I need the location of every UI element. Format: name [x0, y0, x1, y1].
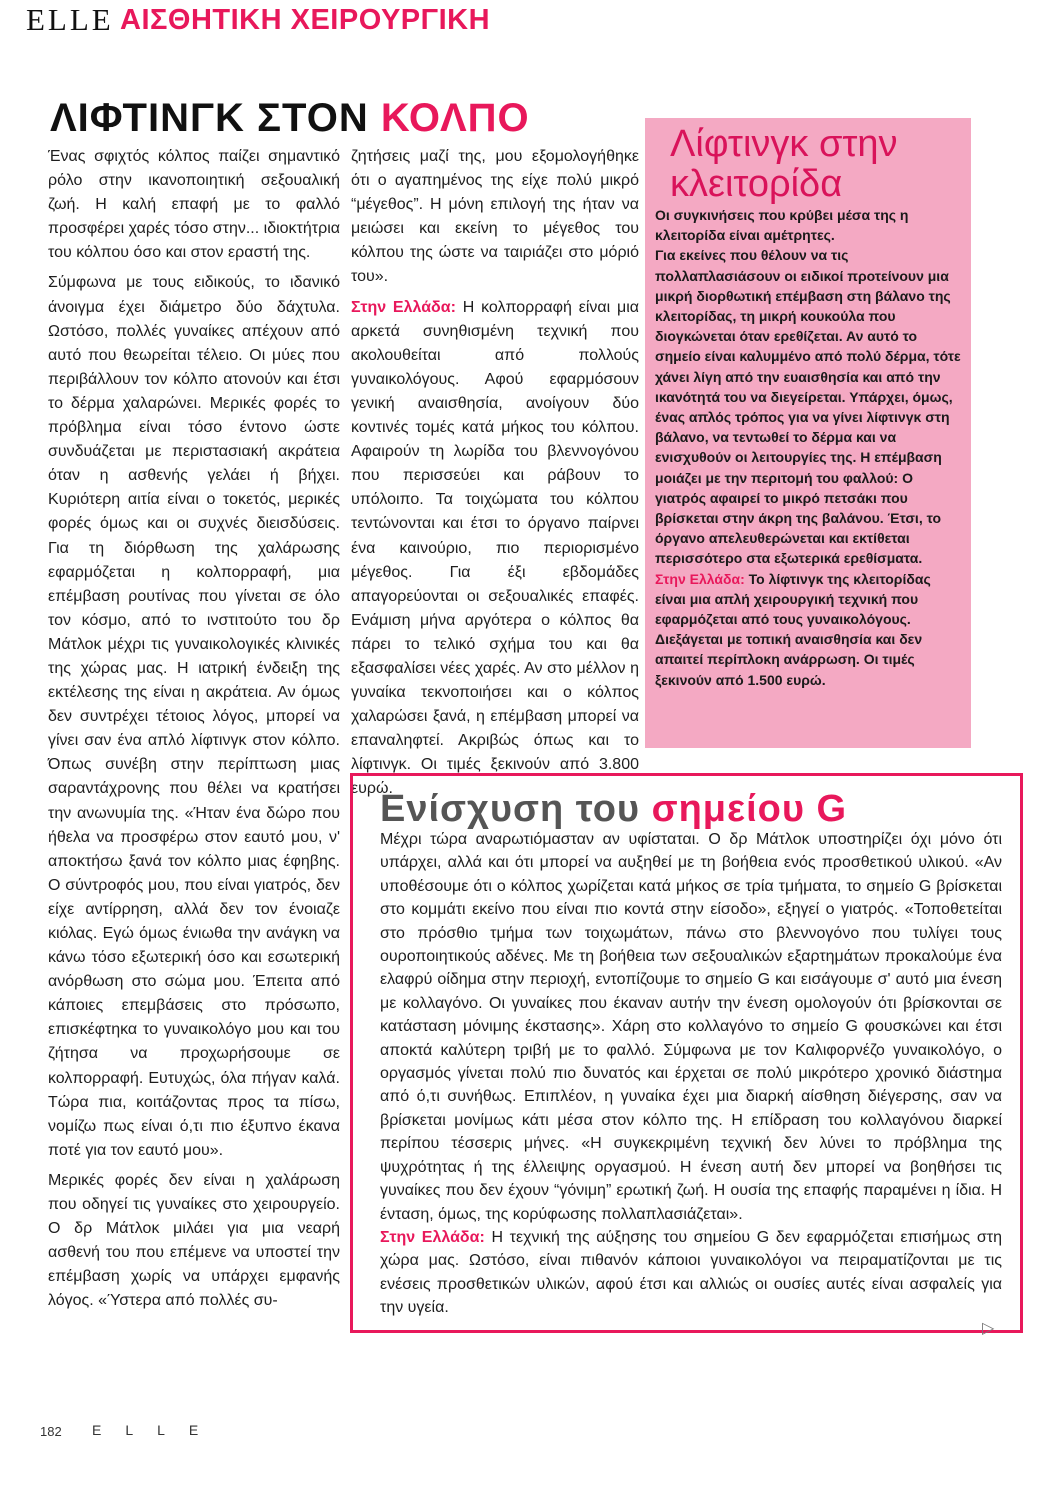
article-title [50, 96, 530, 141]
article-title-accent: ΚΟΛΠΟ [380, 96, 530, 140]
column-1-paragraph: Μερικές φορές δεν είναι η χαλάρωση που οδηγεί τις γυναίκες στο χειρουργείο. Ο δρ Μάτλοκ μιλάει για μια νεαρή ασθενή του που επέμενε να υποστεί την επέμβαση χωρίς να υπάρχει εμφανής λόγος. «Ύστερα από πολλές συ- [48, 1171, 340, 1310]
greece-label: Στην Ελλάδα: [655, 570, 745, 587]
g-spot-text-span: Η τεχνική της αύξησης του σημείου G δεν εφαρμόζεται επισήμως στη χώρα μας. Ωστόσο, είναι πιθανόν κάποιοι γυναικολόγοι να πειραματίζονται με τις ενέσεις προσθετικών υλικών, αφού έτσι και αλλιώς οι ουσίες αυτές είναι ασφαλείς για την υγεία. [380, 1228, 1002, 1317]
sidebar-title-line1: Λίφτινγκ στην [670, 123, 898, 165]
sidebar-paragraph: Οι συγκινήσεις που κρύβει μέσα της η κλειτορίδα είναι αμέτρητες. [655, 207, 909, 244]
sidebar-title-line2: κλειτορίδα [670, 163, 843, 205]
greece-label: Στην Ελλάδα: [351, 298, 456, 316]
page-number: 182 [40, 1424, 62, 1439]
g-spot-title [380, 788, 847, 831]
greece-label: Στην Ελλάδα: [380, 1228, 485, 1246]
g-spot-paragraph: Μέχρι τώρα αναρωτιόμασταν αν υφίσταται. Ο δρ Μάτλοκ υποστηρίζει όχι μόνο ότι υπάρχει, αλλά και ότι μπορεί να αυξηθεί με τη βοήθεια ενός προσθετικού υλικού. «Αν υποθέσουμε ότι ο κόλπος χωρίζεται κατά μήκος σε τρία τμήματα, το σημείο G βρίσκεται στο κομμάτι εκείνο που είναι πιο κοντά στην είσοδο», εξηγεί ο γιατρός. «Τοποθετείται στο πρόσθιο τμήμα των τοιχωμάτων, πάνω στο βλεννογόνο που τυλίγει τους ουροποιητικούς αδένες. Με τη βοήθεια των σεξουαλικών εξαρτημάτων προκαλούμε ένα ελαφρύ οίδημα στην περιοχή, εντοπίζουμε το σημείο G και εισάγουμε σ' αυτό μια ένεση με κολλαγόνο. Οι γυναίκες που έκαναν αυτήν την ένεση ομολογούν ότι βρίσκονται σε κατάσταση μόνιμης έκστασης». Χάρη στο κολλαγόνο το σημείο G φουσκώνει και έτσι αποκτά καλύτερη τριβή με το φαλλό. Σύμφωνα με τον Καλιφορνέζο γυναικολόγο, ο οργασμός γίνεται πολύ πιο δυνατός και έρχεται σε πολύ μικρότερο χρονικό διάστημα από ό,τι συνήθως. Επιπλέον, η γυναίκα έχει μια διαρκή αίσθηση διέγερσης, σαν να βρίσκεται μονίμως κάτι μέσα στον κόλπο της. Η επίδραση του κολλαγόνου διαρκεί περίπου τέσσερις μήνες. «Η συγκεκριμένη τεχνική δεν λύνει το πρόβλημα της ψυχρότητας ή της έλλειψης οργασμού. Η ένεση αυτή δεν μπορεί να βοηθήσει τις γυναίκες που δεν έχουν “γόνιμη” ερωτική ζωή. Η ουσία της επαφής παραμένει η ίδια. Η ένταση, όμως, της κορύφωσης πολλαπλασιάζεται». [380, 831, 1002, 1223]
column-2-paragraph: ζητήσεις μαζί της, μου εξομολογήθηκε ότι ο αγαπημένος της είχε πολύ μικρό “μέγεθος”. Η μόνη επιλογή της ήταν να μειώσει και εκείνη το μέγεθος του κόλπου της ώστε να ταιριάζει στο μόριό του». [351, 148, 639, 286]
footer-brand: ELLE [92, 1422, 223, 1438]
sidebar-text [655, 205, 965, 690]
column-2 [351, 145, 639, 808]
g-spot-text [380, 828, 1002, 1320]
sidebar-text-span: Το λίφτινγκ της κλειτορίδας είναι μια απλή χειρουργική τεχνική που εφαρμόζεται από τους γυναικολόγους. Διεξάγεται με τοπική αναισθησία και δεν απαιτεί περίπλοκη ανάρρωση. Οι τιμές ξεκινούν από 1.500 ευρώ. [655, 570, 931, 688]
article-title-part1: ΛΙΦΤΙΝΓΚ ΣΤΟΝ [50, 96, 381, 140]
sidebar-paragraph: Για εκείνες που θέλουν να τις πολλαπλασιάσουν οι ειδικοί προτείνουν μια μικρή διορθωτική επέμβαση στη βάλανο της κλειτορίδας, τη μικρή κουκούλα που διογκώνεται όταν ερεθίζεται. Αν αυτό το σημείο είναι καλυμμένο από πολύ δέρμα, τότε χάνει λίγη από την ευαισθησία και από την ικανότητά του να διεγείρεται. Υπάρχει, όμως, ένας απλός τρόπος για να γίνει λίφτινγκ στη βάλανο, να τεντωθεί το δέρμα και να ενισχυθούν οι λειτουργίες της. Η επέμβαση μοιάζει με την περιτομή του φαλλού: Ο γιατρός αφαιρεί το μικρό πετσάκι που βρίσκεται στην άκρη της βαλάνου. Έτσι, το όργανο απελευθερώνεται και εκτίθεται περισσότερο στα εξωτερικά ερεθίσματα. [655, 247, 961, 567]
section-title: ΑΙΣΘΗΤΙΚΗ ΧΕΙΡΟΥΡΓΙΚΗ [120, 4, 491, 36]
g-spot-title-accent: σημείου G [651, 788, 848, 830]
column-1-paragraph: Σύμφωνα με τους ειδικούς, το ιδανικό άνοιγμα έχει διάμετρο δύο δάχτυλα. Ωστόσο, πολλές γυναίκες απέχουν από αυτό που θεωρείται τέλειο. Οι μύες που περιβάλλουν τον κόλπο ατονούν και έτσι το δέρμα χαλαρώνει. Μερικές φορές το πρόβλημα είναι τόσο έντονο ώστε συνδυάζεται με περιστασιακή ακράτεια όταν η ασθενής γελάει ή βήχει. Κυριότερη αιτία είναι ο τοκετός, μερικές φορές όμως και οι συχνές διεισδύσεις. Για τη διόρθωση της χαλάρωσης εφαρμόζεται η κολπορραφή, μια επέμβαση ρουτίνας που γίνεται σε όλο τον κόσμο, από το ινστιτούτο του δρ Μάτλοκ μέχρι τις γυναικολογικές κλινικές της χώρας μας. Η ιατρική ένδειξη της εκτέλεσης της είναι η ακράτεια. Αν όμως δεν συντρέχει τέτοιος λόγος, μπορεί να γίνει σαν ένα απλό λίφτινγκ στον κόλπο. Όπως συνέβη στην περίπτωση μιας σαραντάχρονης που θέλει να κρατήσει την ανωνυμία της. «Ήταν ένα δώρο που ήθελα να προσφέρω στον εαυτό μου, ν' αποκτήσω ξανά τον κόλπο μιας έφηβης. Ο σύντροφός μου, που είναι γιατρός, δεν είχε αντίρρηση, αλλά δεν τον ένοιαζε κιόλας. Εγώ όμως ένιωθα την ανάγκη να κάνω τόσο εξωτερική όσο και εσωτερική ανόρθωση στο σώμα μου. Έπειτα από κάποιες επεμβάσεις στο πρόσωπο, επισκέφτηκα το γυναικολόγο μου και του ζήτησα να προχωρήσουμε σε κολπορραφή. Ευτυχώς, όλα πήγαν καλά. Τώρα πια, κοιτάζοντας προς τα πίσω, νομίζω πως είναι ό,τι πιο έξυπνο έκανα ποτέ για τον εαυτό μου». [48, 274, 340, 1159]
column-1-paragraph: Ένας σφιχτός κόλπος παίζει σημαντικό ρόλο στην ικανοποιητική σεξουαλική ζωή. Η καλή επαφή με το φαλλό προσφέρει χαρές τόσο στην... ιδιοκτήτρια του κόλπου όσο και στον εραστή της. [48, 148, 340, 262]
g-spot-paragraph [380, 1226, 1002, 1320]
sidebar-title [670, 124, 898, 204]
sidebar-paragraph [655, 569, 965, 690]
column-2-paragraph [351, 296, 639, 802]
elle-logo: ELLE [26, 2, 114, 37]
column-2-text: Η κολπορραφή είναι μια αρκετά συνηθισμένη τεχνική που ακολουθείται από πολλούς γυναικολόγους. Αφού εφαρμόσουν γενική αναισθησία, ανοίγουν δύο κοντινές τομές κατά μήκος του κόλπου. Αφαιρούν τη λωρίδα του βλεννογόνου που περισσεύει και ράβουν το υπόλοιπο. Τα τοιχώματα του κόλπου τεντώνονται και έτσι το όργανο παίρνει ένα καινούριο, πιο περιορισμένο μέγεθος. Για έξι εβδομάδες απαγορεύονται οι σεξουαλικές επαφές. Ενάμιση μήνα αργότερα ο κόλπος θα πάρει το τελικό σχήμα του και θα εξασφαλίσει νέες χαρές. Αν στο μέλλον η γυναίκα τεκνοποιήσει και ο κόλπος χαλαρώσει ξανά, η επέμβαση μπορεί να επαναληφτεί. Ακριβώς όπως και το λίφτινγκ. Οι τιμές ξεκινούν από 3.800 ευρώ. [351, 298, 640, 798]
next-page-arrow-icon[interactable]: ▷ [982, 1320, 995, 1337]
g-spot-title-part1: Ενίσχυση του [380, 788, 652, 830]
column-1 [48, 145, 340, 1320]
